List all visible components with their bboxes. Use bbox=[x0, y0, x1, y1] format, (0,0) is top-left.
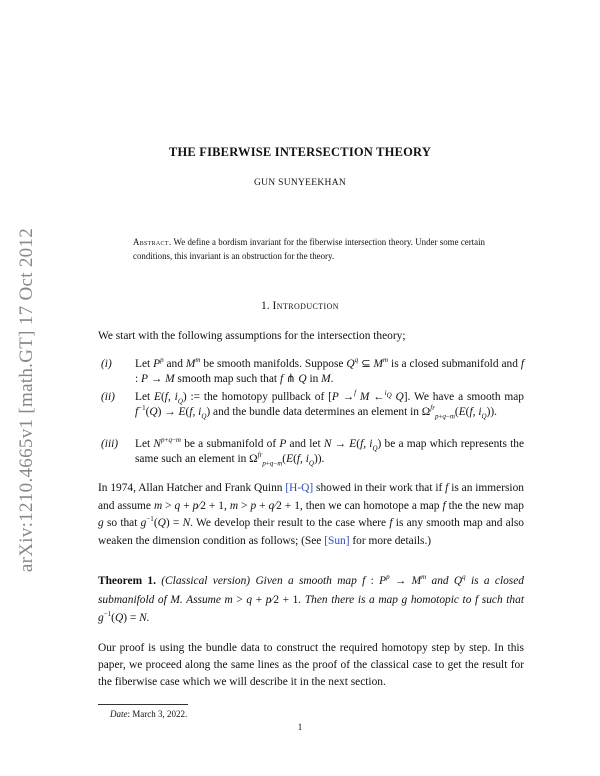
abstract-label: Abstract. bbox=[133, 237, 172, 247]
footnote-rule bbox=[98, 704, 188, 705]
item-text: Let $N^{p+q-m}$ be a submanifold of P and let N → E(f, $i_Q$) be a map which represents the same such an element in $\Omega^{fr}_{p+q-m}(E(f$, $i_Q$)). bbox=[135, 436, 525, 468]
footnote bbox=[110, 709, 187, 719]
footnote-value: : March 3, 2022. bbox=[127, 709, 188, 719]
arxiv-sidebar bbox=[14, 200, 40, 600]
citation-link[interactable]: [H-Q] bbox=[285, 482, 314, 494]
item-text: Let E(f, $i_Q$) := the homotopy pullback of [P →$^f$ M ←$^{i_Q}$ Q]. We have a smooth map $f^{-1}(Q) \to E(f$, $i_Q$) and the bundle data determines an element in $\Omega^{fr}_{p+q-m}(E(f$, $i_Q$)). bbox=[135, 389, 524, 421]
theorem-label: Theorem 1. bbox=[98, 575, 156, 587]
closing-paragraph: Our proof is using the bundle data to construct the required homotopy step by step. In this paper, we proceed along the same lines as the proof of the classical case to get the result for the fiberwise case which we will describe it in the next section. bbox=[98, 642, 524, 688]
page-number: 1 bbox=[297, 722, 303, 732]
assumption-item bbox=[101, 356, 524, 387]
section-number: 1. bbox=[261, 300, 270, 312]
theorem-block: Theorem 1. (Classical version) Given a smooth map f : $P^p \to M^m$ and $Q^q$ is a closed submanifold of M. Assume m > q + p⁄2 + 1. Then there is a map g homotopic to f such that $g^{-1}(Q) = N$. bbox=[98, 573, 524, 624]
abstract-text: We define a bordism invariant for the fiberwise intersection theory. Under some certain conditions, this invariant is an obstruction for the theory. bbox=[133, 237, 485, 261]
item-text: Let $P^p$ and $M^m$ be smooth manifolds. Suppose $Q^q$ ⊆ $M^m$ is a closed submanifold and f : P → M smooth map such that f ⋔ Q in M. bbox=[135, 356, 524, 385]
assumption-item bbox=[101, 436, 525, 468]
section-title: Introduction bbox=[272, 300, 339, 312]
item-label: (iii) bbox=[101, 438, 119, 450]
arxiv-identifier: arXiv:1210.4665v1 [math.GT] 17 Oct 2012 bbox=[16, 227, 37, 573]
footnote-label: Date bbox=[110, 709, 128, 719]
theorem-qualifier: (Classical version) bbox=[161, 575, 251, 587]
paper-title: THE FIBERWISE INTERSECTION THEORY bbox=[168, 145, 432, 159]
assumption-item bbox=[101, 389, 524, 421]
item-label: (ii) bbox=[101, 391, 115, 403]
section-heading bbox=[0, 300, 600, 312]
citation-link[interactable]: [Sun] bbox=[324, 534, 350, 547]
history-paragraph: In 1974, Allan Hatcher and Frank Quinn [H-Q] showed in their work that if f is an immersion and assume m > q + p⁄2 + 1, m > p + q⁄2 + 1, then we can homotope a map f the the new map g so that $g^{-1}(Q) = N$. We develop their result to the case where f is any smooth map and also weaken the dimension condition as follows; (See [Sun] for more details.) bbox=[98, 482, 524, 547]
abstract bbox=[133, 235, 485, 263]
intro-paragraph: We start with the following assumptions for the intersection theory; bbox=[98, 330, 406, 342]
item-label: (i) bbox=[101, 358, 112, 370]
author-name: GUN SUNYEEKHAN bbox=[253, 178, 347, 188]
